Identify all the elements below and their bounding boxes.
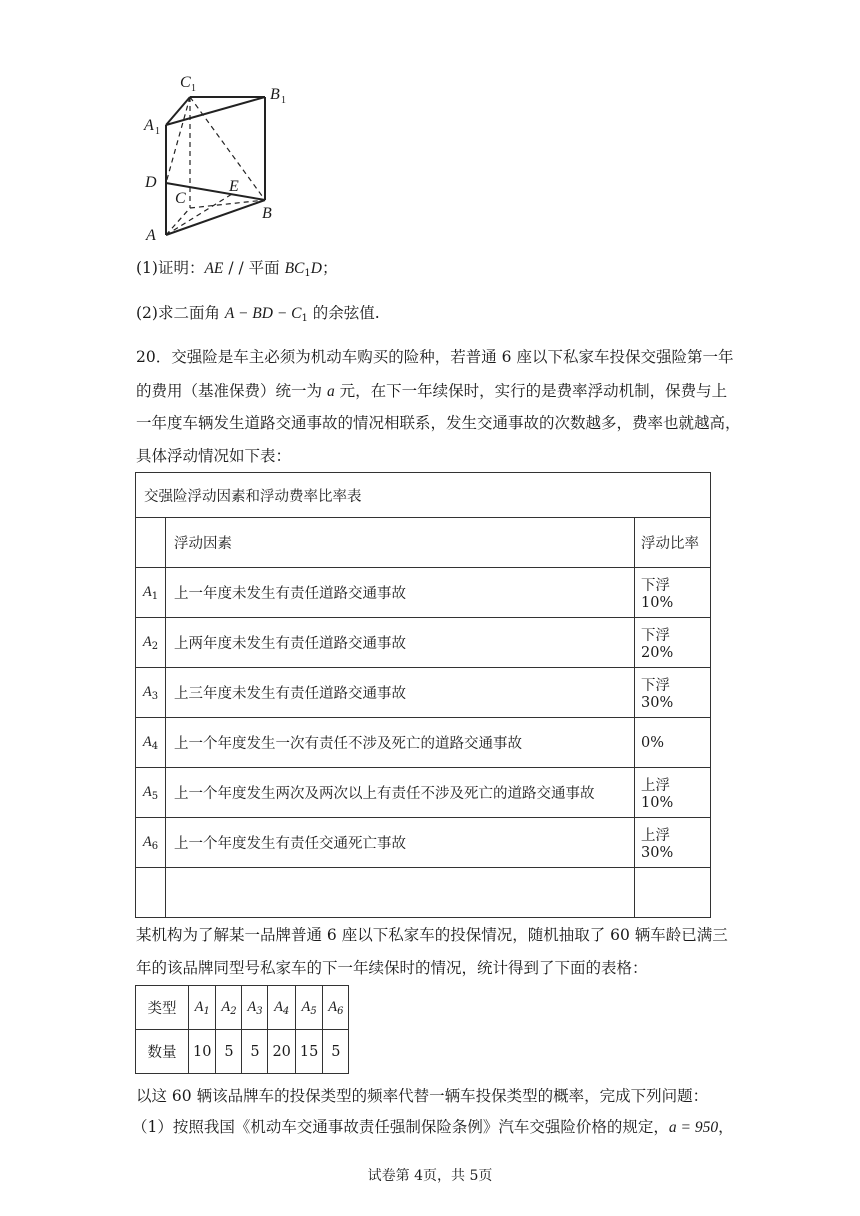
table-empty-row (136, 868, 711, 918)
count-table (135, 985, 349, 1074)
count-cell: 15 (295, 1030, 322, 1074)
row-factor: 上一年度未发生有责任道路交通事故 (166, 568, 635, 618)
table-row (136, 768, 711, 818)
table-row (136, 718, 711, 768)
para3-line-1: 以这 60 辆该品牌车的投保类型的频率代替一辆车投保类型的概率，完成下列问题： (136, 1087, 709, 1105)
row-id: $A_1$ (136, 568, 166, 618)
row-id: $A_2$ (136, 618, 166, 668)
row-id: $A_6$ (136, 818, 166, 868)
type-cell: $A_5$ (295, 986, 322, 1030)
label-a: A (146, 227, 156, 244)
prism-figure (140, 70, 300, 245)
type-cell: $A_6$ (323, 986, 349, 1030)
label-e: E (229, 178, 239, 195)
label-a1: A (144, 117, 154, 134)
row-id: $A_3$ (136, 668, 166, 718)
count-row (136, 1030, 349, 1074)
count-cell: 20 (268, 1030, 295, 1074)
label-c1: C (180, 74, 191, 91)
q20-line-2: 的费用（基准保费）统一为 a 元，在下一年续保时，实行的是费率浮动机制，保费与上 (136, 382, 728, 400)
row-rate: 下浮 10% (635, 568, 711, 618)
label-c: C (175, 190, 186, 207)
row-factor: 上一个年度发生两次及两次以上有责任不涉及死亡的道路交通事故 (166, 768, 635, 818)
label-a1-sub: 1 (155, 126, 160, 137)
row-factor: 上一个年度发生有责任交通死亡事故 (166, 818, 635, 868)
row-rate: 0% (635, 718, 711, 768)
row-factor: 上两年度未发生有责任道路交通事故 (166, 618, 635, 668)
row-rate: 下浮 30% (635, 668, 711, 718)
para3-line-2: （1）按照我国《机动车交通事故责任强制保险条例》汽车交强险价格的规定，a = 950， (132, 1118, 734, 1136)
table-header-row (136, 518, 711, 568)
table-row (136, 568, 711, 618)
label-b: B (262, 205, 272, 222)
row-factor: 上三年度未发生有责任道路交通事故 (166, 668, 635, 718)
table-title-row (136, 473, 711, 518)
count-label: 数量 (136, 1030, 189, 1074)
label-b1: B (270, 86, 280, 103)
row-factor: 上一个年度发生一次有责任不涉及死亡的道路交通事故 (166, 718, 635, 768)
header-factor: 浮动因素 (166, 518, 635, 568)
table-row (136, 818, 711, 868)
table-row (136, 668, 711, 718)
page-footer: 试卷第 4页，共 5页 (367, 1168, 493, 1184)
type-cell: $A_2$ (216, 986, 242, 1030)
count-cell: 5 (323, 1030, 349, 1074)
type-cell: $A_3$ (242, 986, 268, 1030)
rate-table (135, 472, 711, 918)
header-rate: 浮动比率 (635, 518, 711, 568)
count-cell: 5 (216, 1030, 242, 1074)
count-cell: 10 (189, 1030, 216, 1074)
table-row (136, 618, 711, 668)
row-rate: 下浮 20% (635, 618, 711, 668)
label-d: D (145, 174, 157, 191)
q20-line-3: 一年度车辆发生道路交通事故的情况相联系，发生交通事故的次数越多，费率也就越高， (136, 414, 741, 432)
row-rate: 上浮 30% (635, 818, 711, 868)
row-id: $A_4$ (136, 718, 166, 768)
type-label: 类型 (136, 986, 189, 1030)
type-row (136, 986, 349, 1030)
row-id: $A_5$ (136, 768, 166, 818)
para2-line-2: 年的该品牌同型号私家车的下一年续保时的情况，统计得到了下面的表格： (136, 959, 648, 977)
row-rate: 上浮 10% (635, 768, 711, 818)
type-cell: $A_1$ (189, 986, 216, 1030)
para2-line-1: 某机构为了解某一品牌普通 6 座以下私家车的投保情况，随机抽取了 60 辆车龄已满三 (136, 926, 728, 944)
q20-line-1: 20．交强险是车主必须为机动车购买的险种，若普通 6 座以下私家车投保交强险第一年 (136, 348, 734, 366)
label-c1-sub: 1 (191, 83, 196, 94)
q19-part1: (1)证明：AE / / 平面 $BC_1D$； (136, 259, 338, 279)
q20-line-4: 具体浮动情况如下表： (136, 447, 292, 465)
type-cell: $A_4$ (268, 986, 295, 1030)
label-b1-sub: 1 (281, 95, 286, 106)
q19-part2: (2)求二面角 A − BD − $C_1$ 的余弦值. (136, 304, 380, 324)
count-cell: 5 (242, 1030, 268, 1074)
table-title: 交强险浮动因素和浮动费率比率表 (136, 473, 711, 518)
